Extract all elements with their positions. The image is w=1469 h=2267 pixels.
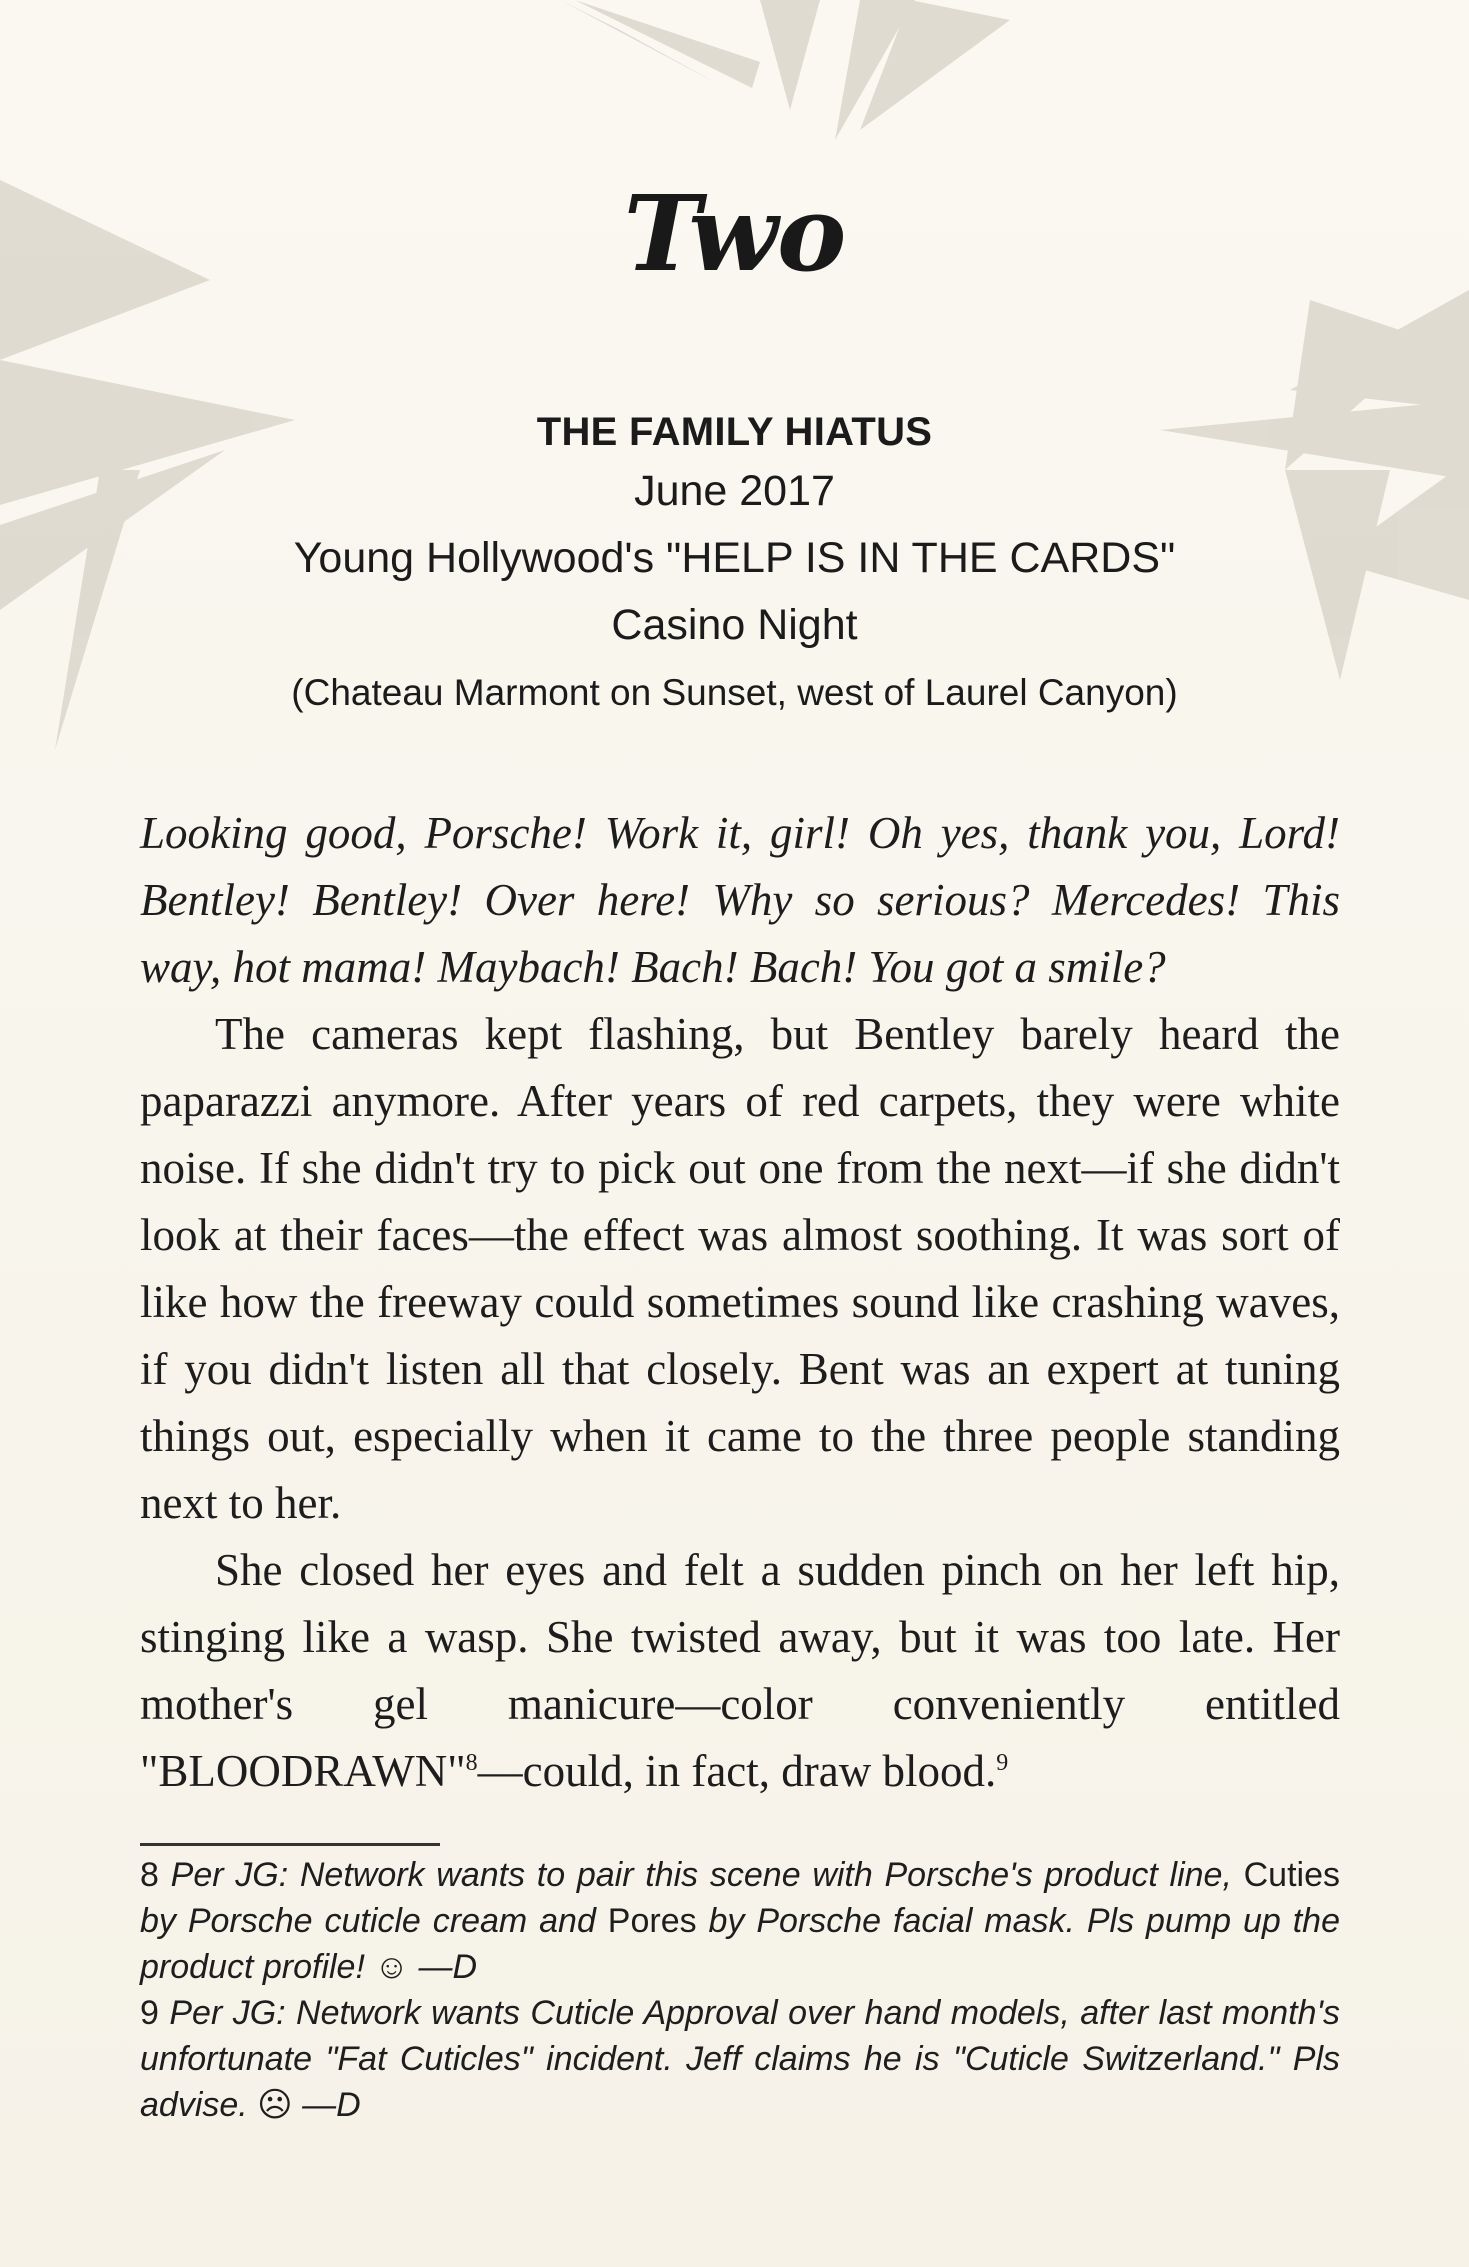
body-paragraph-2-start: She closed her eyes and felt a sudden pinch on her left hip, stinging like a wasp. She twisted away, but it was too late. Her mother's gel manicure—color conveniently entitled "BLOODRAWN" xyxy=(140,1545,1340,1796)
event-location: (Chateau Marmont on Sunset, west of Laurel Canyon) xyxy=(291,672,1178,713)
body-paragraph-1: The cameras kept flashing, but Bentley barely heard the paparazzi anymore. After years of red carpets, they were white noise. If she didn't try to pick out one from the next—if she didn't look at their faces—the effect was almost soothing. It was sort of like how the freeway could sometimes sound like crashing waves, if you didn't listen all that closely. Bent was an expert at tuning things out, especially when it came to the three people standing next to her. xyxy=(140,1009,1340,1528)
section-heading-block xyxy=(0,406,1469,725)
chapter-title: Two xyxy=(623,172,846,295)
footnote-8-text-a: Per JG: Network wants to pair this scene with Porsche's product line, xyxy=(170,1856,1244,1894)
footnote-9-text: Per JG: Network wants Cuticle Approval over hand models, after last month's unfortunate "Fat Cuticles" incident. Jeff claims he is "Cuticle Switzerland." Pls advise. ☹ —D xyxy=(140,1994,1340,2124)
footnote-8-product-1: Cuties xyxy=(1243,1856,1340,1894)
body-paragraph-2-middle: —could, in fact, draw blood. xyxy=(477,1746,997,1796)
footnote-8-text-b: by Porsche cuticle cream and xyxy=(140,1902,608,1940)
footnotes xyxy=(140,1852,1340,2128)
chapter-body xyxy=(140,800,1340,1805)
footnote-8-product-2: Pores xyxy=(607,1902,697,1940)
footnote-ref-8: 8 xyxy=(465,1750,478,1776)
opening-dialogue: Looking good, Porsche! Work it, girl! Oh yes, thank you, Lord! Bentley! Bentley! Over here! Why so serious? Mercedes! This way, hot mama! Maybach! Bach! Bach! You got a smile? xyxy=(140,808,1340,992)
footnote-9 xyxy=(140,1990,1340,2128)
section-title: THE FAMILY HIATUS xyxy=(536,410,933,454)
footnote-8 xyxy=(140,1852,1340,1990)
footnote-8-number: 8 xyxy=(140,1856,159,1894)
body-paragraph-2 xyxy=(140,1537,1340,1805)
event-name: Casino Night xyxy=(611,601,858,649)
footnote-8-text-c: by Porsche facial mask. Pls pump up the product profile! ☺ —D xyxy=(140,1902,1340,1986)
event-date: June 2017 xyxy=(634,467,835,515)
footnote-9-number: 9 xyxy=(140,1994,159,2032)
footnote-divider xyxy=(140,1843,440,1846)
event-line: Young Hollywood's "HELP IS IN THE CARDS" xyxy=(293,534,1176,582)
footnote-ref-9: 9 xyxy=(996,1750,1009,1776)
